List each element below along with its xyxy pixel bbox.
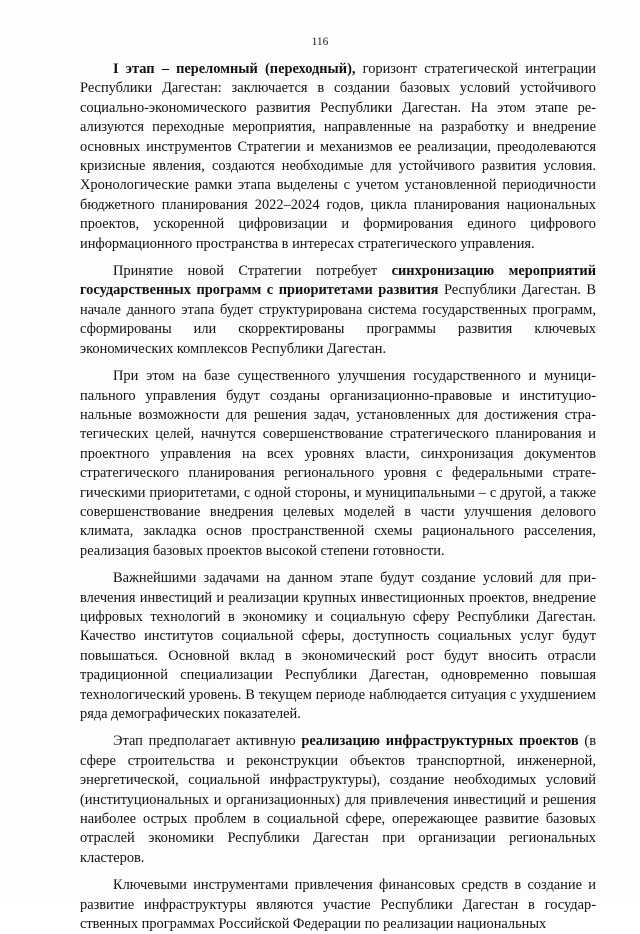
- financing-instruments-text: Ключевыми инструментами привлечения финансовых средств в создание и развитие инфраструктуры являются участие Республики Дагестан в государственных программах Российской Федерации по реализации национальных: [80, 877, 596, 933]
- stage-one-heading: I этап – переломный (переходный),: [113, 61, 356, 77]
- paragraph-financing-instruments: [80, 876, 596, 934]
- paragraph-strategy-sync: [80, 262, 596, 359]
- paragraph-key-tasks: [80, 569, 596, 724]
- strategy-sync-text: Республики Дагестан. В начале данного этапа будет структурирована система государственных программ, сформированы или скорректированы программы развития ключевых экономических комплексов Республики Дагестан.: [80, 282, 596, 357]
- body-text: [80, 60, 596, 934]
- strategy-sync-emphasis: синхронизацию мероприятий государственных программ с приоритетами развития: [80, 263, 597, 299]
- governance-text: При этом на базе существенного улучшения государственного и муниципального управления будут созданы организационно-правовые и институциональные возможности для решения задач, установленных для достижения стратегических целей, начнутся совершенствование стратегического планирования и проектного управления на всех уровнях власти, синхронизация документов стратегического планирования регионального уровня с федеральными стратегическими приоритетами, с одной стороны, и муниципальными – с другой, а также совершенствование внедрения целевых моделей в части улучшения делового климата, закладка основ пространственной схемы рационального расселения, реализация базовых проектов высокой степени готовности.: [80, 368, 596, 559]
- paragraph-infrastructure: [80, 732, 596, 868]
- page-number: 116: [311, 36, 329, 48]
- paragraph-governance: [80, 367, 596, 561]
- infrastructure-emphasis: реализацию инфраструктурных проектов: [301, 733, 579, 750]
- infrastructure-lead: Этап предполагает активную: [113, 733, 302, 750]
- strategy-sync-lead: Принятие новой Стратегии потребует: [113, 263, 392, 280]
- infrastructure-text: (в сфере строительства и реконструкции объектов транспортной, инженерной, энергетической, социальной инфраструктуры), создание необходимых условий (институциональных и организационных) для привлечения инвестиций и решения наиболее острых проблем в социальной сфере, опережающее развитие базовых отраслей экономики Республики Дагестан при организации региональных кластеров.: [80, 733, 596, 866]
- stage-one-text: горизонт стратегической интеграции Республики Дагестан: заключается в создании базовых условий устойчивого социально-экономического развития Республики Дагестан. На этом этапе реализуются переходные мероприятия, направленные на разработку и внедрение основных инструментов Стратегии и механизмов ее реализации, преодолеваются кризисные явления, создаются необходимые для устойчивого развития условия. Хронологические рамки этапа выделены с учетом установленной периодичности бюджетного планирования 2022–2024 годов, цикла планирования национальных проектов, ускоренной цифровизации и формирования единого цифрового информационного пространства в интересах стратегического управления.: [80, 61, 596, 252]
- key-tasks-text: Важнейшими задачами на данном этапе будут создание условий для привлечения инвестиций и реализации крупных инвестиционных проектов, внедрение цифровых технологий в экономику и социальную сферу Республики Дагестан. Качество институтов социальной сферы, доступность социальных услуг будут повышаться. Основной вклад в экономический рост будут вносить отрасли традиционной специализации Республики Дагестан, одновременно повышая технологический уровень. В текущем периоде наблюдается ситуация с ухудшением ряда демографических показателей.: [80, 570, 596, 722]
- paragraph-stage-one: [80, 60, 596, 254]
